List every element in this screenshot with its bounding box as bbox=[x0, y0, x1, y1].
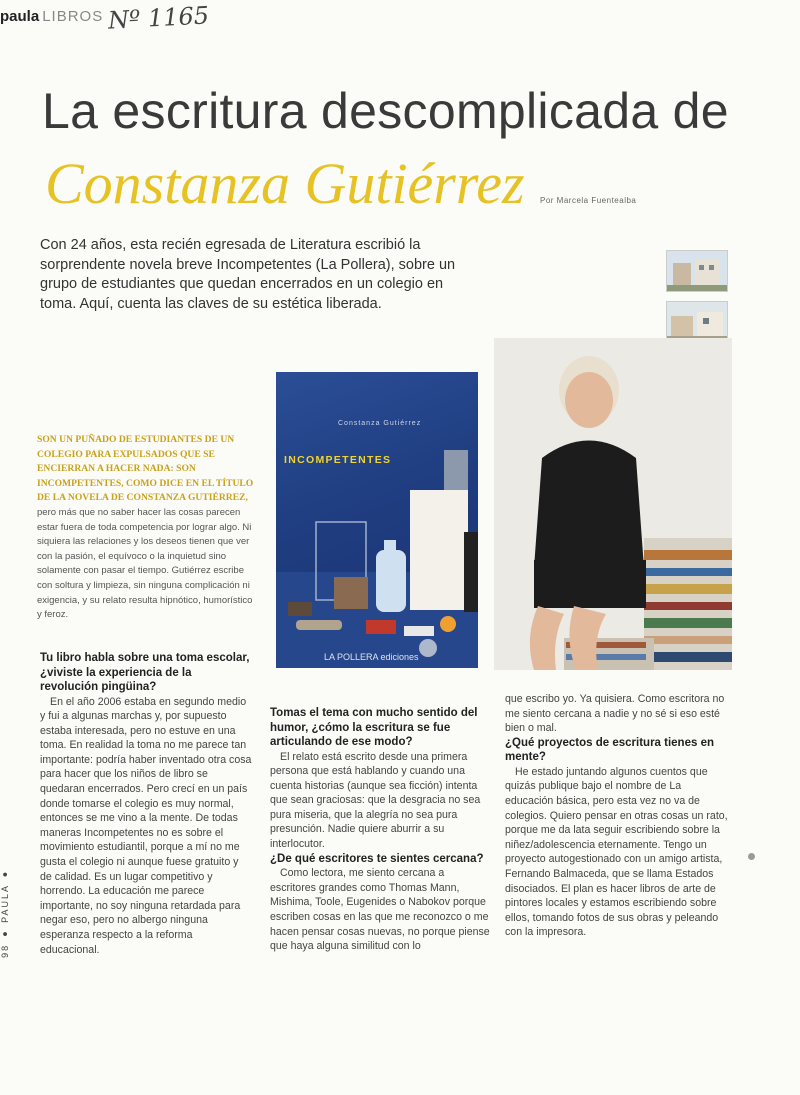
article-title-name: Constanza Gutiérrez bbox=[45, 151, 525, 216]
page-number: 98 ● PAULA ● bbox=[0, 868, 10, 958]
column-3 bbox=[505, 692, 730, 940]
question-2: Tomas el tema con mucho sentido del humor, ¿cómo la escritura se fue articulando de ese modo? bbox=[270, 707, 478, 748]
column-1 bbox=[40, 651, 252, 957]
lead-paragraph: Con 24 años, esta recién egresada de Literatura escribió la sorprendente novela breve Incompetentes (La Pollera), sobre un grupo de estudiantes que quedan encerrados en un colegio en toma. Aquí, cuenta las claves de su estética liberada. bbox=[40, 237, 456, 312]
handwritten-number: Nº 1165 bbox=[107, 1, 210, 35]
question-1: Tu libro habla sobre una toma escolar, ¿viviste la experiencia de la revolución pingüina? bbox=[40, 652, 250, 693]
decorative-dot bbox=[748, 853, 755, 860]
question-4: ¿Qué proyectos de escritura tienes en mente? bbox=[505, 736, 714, 764]
answer-3: Como lectora, me siento cercana a escritores grandes como Thomas Mann, Mishima, Toole, Eugenides o Nabokov porque escriben cosas en las que me reconozco o me hacen pensar cosas nuevas, no porque piense que haya alguna similitud con lo bbox=[270, 867, 490, 953]
book-publisher: LA POLLERA ediciones bbox=[324, 652, 419, 662]
answer-4: He estado juntando algunos cuentos que quizás publique bajo el nombre de La educación básica, pero esta vez no va de colegios. Quiero pensar en otras cosas un rato, porque me da lata seguir escribiendo sobre la niñez/adolescencia eternamente. Tengo un proyecto autogestionado con un amigo artista, Fernando Balmaceda, que se llama Estados disociados. El plan es hacer libros de arte de pintores locales y estamos escribiendo sobre ellos, tomando fotos de sus obras y peleando con la impresora. bbox=[505, 765, 728, 939]
pull-caption bbox=[37, 433, 259, 623]
column-2 bbox=[270, 706, 492, 954]
caption-body: pero más que no saber hacer las cosas parecen estar fuera de toda competencia por lograr algo. Ni siquiera las relaciones y los deseos tienen que ver con la pasión, el equívoco o la inquietud sino solamente con pasar el tiempo. Gutiérrez escribe con soltura y limpieza, sin ninguna complicación ni exigencia, y su relato resulta hipnótico, humorístico y feroz. bbox=[37, 506, 253, 621]
section-name: LIBROS bbox=[42, 8, 104, 25]
thumbnail-strip bbox=[666, 250, 726, 352]
article-title: La escritura descomplicada de bbox=[42, 83, 729, 139]
answer-1: En el año 2006 estaba en segundo medio y fui a algunas marchas y, por supuesto estaba interesada, pero no estuve en una toma. En realidad la toma no me parece tan importante: podría haber inventado otra cosa para hacer que los niños de libro se quedaran encerrados. Pero crecí en un país donde tomarse el colegio es muy normal, entonces se me vino a la mente. De todas maneras Incompetentes no es sobre el movimiento estudiantil, porque a mí no me gusta el colegio ni aunque fuese gratuito y de calidad. Es un lugar competitivo y horrendo. La educación me parece importante, no soy ninguna retardada para negar eso, pero no albergo ninguna esperanza respecto a la reforma educacional. bbox=[40, 695, 252, 956]
question-3: ¿De qué escritores te sientes cercana? bbox=[270, 852, 484, 865]
answer-2: El relato está escrito desde una primera persona que está hablando y cuando una cuenta historias (aunque sea ficción) intenta que sean graciosas: que la desgracia no sea pura miseria, que la alegría no sea pura presunción. Nadie quiere aburrir a su interlocutor. bbox=[270, 750, 481, 851]
magazine-header bbox=[0, 8, 103, 25]
answer-3-continued: que escribo yo. Ya quisiera. Como escritora no me siento cercana a nadie y no sé si eso esté bien o mal. bbox=[505, 693, 725, 735]
book-cover-image bbox=[276, 372, 478, 668]
caption-highlight: SON UN PUÑADO DE ESTUDIANTES DE UN COLEGIO PARA EXPULSADOS QUE SE ENCIERRAN A HACER NADA: SON INCOMPETENTES, COMO DICE EN EL TÍTULO DE LA NOVELA DE CONSTANZA GUTIÉRREZ, bbox=[37, 434, 254, 504]
book-cover-still-life bbox=[276, 372, 478, 668]
thumbnail-building-image bbox=[666, 250, 728, 292]
byline: Por Marcela Fuentealba bbox=[540, 196, 637, 205]
book-title: INCOMPETENTES bbox=[284, 454, 392, 466]
author-portrait-image bbox=[494, 338, 732, 670]
author-photo bbox=[494, 338, 732, 670]
brand-name: paula bbox=[0, 8, 40, 25]
book-author: Constanza Gutiérrez bbox=[338, 420, 422, 427]
thumbnail-street-image bbox=[666, 301, 728, 343]
